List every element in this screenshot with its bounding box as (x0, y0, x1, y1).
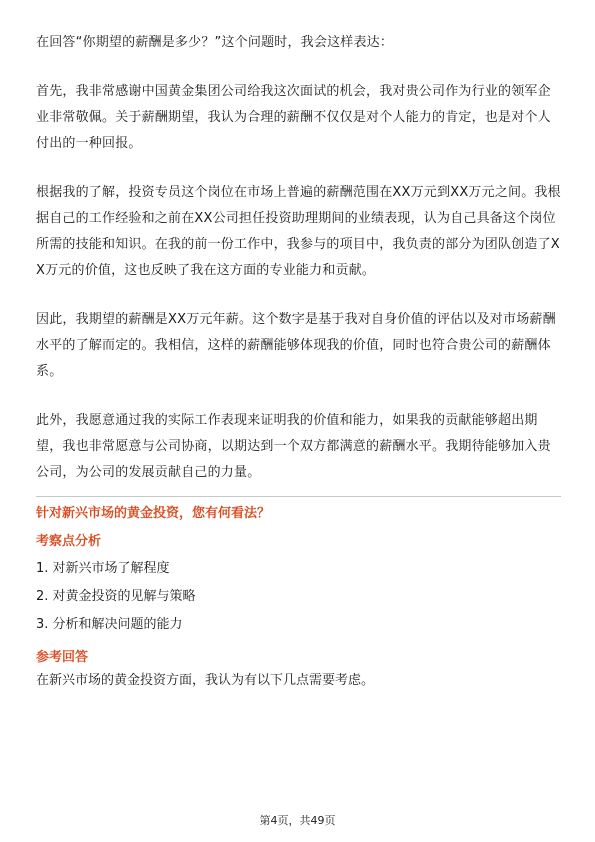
question-heading: 针对新兴市场的黄金投资，您有何看法？ (36, 506, 271, 521)
analysis-item: 2. 对黄金投资的见解与策略 (36, 589, 196, 604)
analysis-item: 3. 分析和解决问题的能力 (36, 617, 183, 632)
analysis-item: 1. 对新兴市场了解程度 (36, 561, 170, 576)
intro-paragraph: 在回答“你期望的薪酬是多少？”这个问题时，我会这样表达： (36, 35, 394, 50)
reference-text: 在新兴市场的黄金投资方面，我认为有以下几点需要考虑。 (36, 673, 375, 688)
reference-title: 参考回答 (36, 650, 89, 665)
analysis-title: 考察点分析 (36, 534, 102, 549)
section-divider (36, 496, 561, 497)
page-number: 第4页，共49页 (259, 814, 336, 827)
body-paragraph-4: 此外，我愿意通过我的实际工作表现来证明我的价值和能力，如果我的贡献能够超出期望，我也非常愿意与公司协商，以期达到一个双方都满意的薪酬水平。我期待能够加入贵公司，为公司的发展贡献自己的力量。 (36, 413, 551, 480)
body-paragraph-3: 因此，我期望的薪酬是XX万元年薪。这个数字是基于我对自身价值的评估以及对市场薪酬水平的了解而定的。我相信，这样的薪酬能够体现我的价值，同时也符合贵公司的薪酬体系。 (36, 312, 556, 379)
body-paragraph-1: 首先，我非常感谢中国黄金集团公司给我这次面试的机会，我对贵公司作为行业的领军企业非常敬佩。关于薪酬期望，我认为合理的薪酬不仅仅是对个人能力的肯定，也是对个人付出的一种回报。 (36, 84, 551, 151)
document-page (36, 30, 561, 693)
body-paragraph-2: 根据我的了解，投资专员这个岗位在市场上普遍的薪酬范围在XX万元到XX万元之间。我根据自己的工作经验和之前在XX公司担任投资助理期间的业绩表现，认为自己具备这个岗位所需的技能和知识。在我的前一份工作中，我参与的项目中，我负责的部分为团队创造了XX万元的价值，这也反映了我在这方面的专业能力和贡献。 (36, 185, 561, 278)
analysis-list (36, 555, 561, 639)
